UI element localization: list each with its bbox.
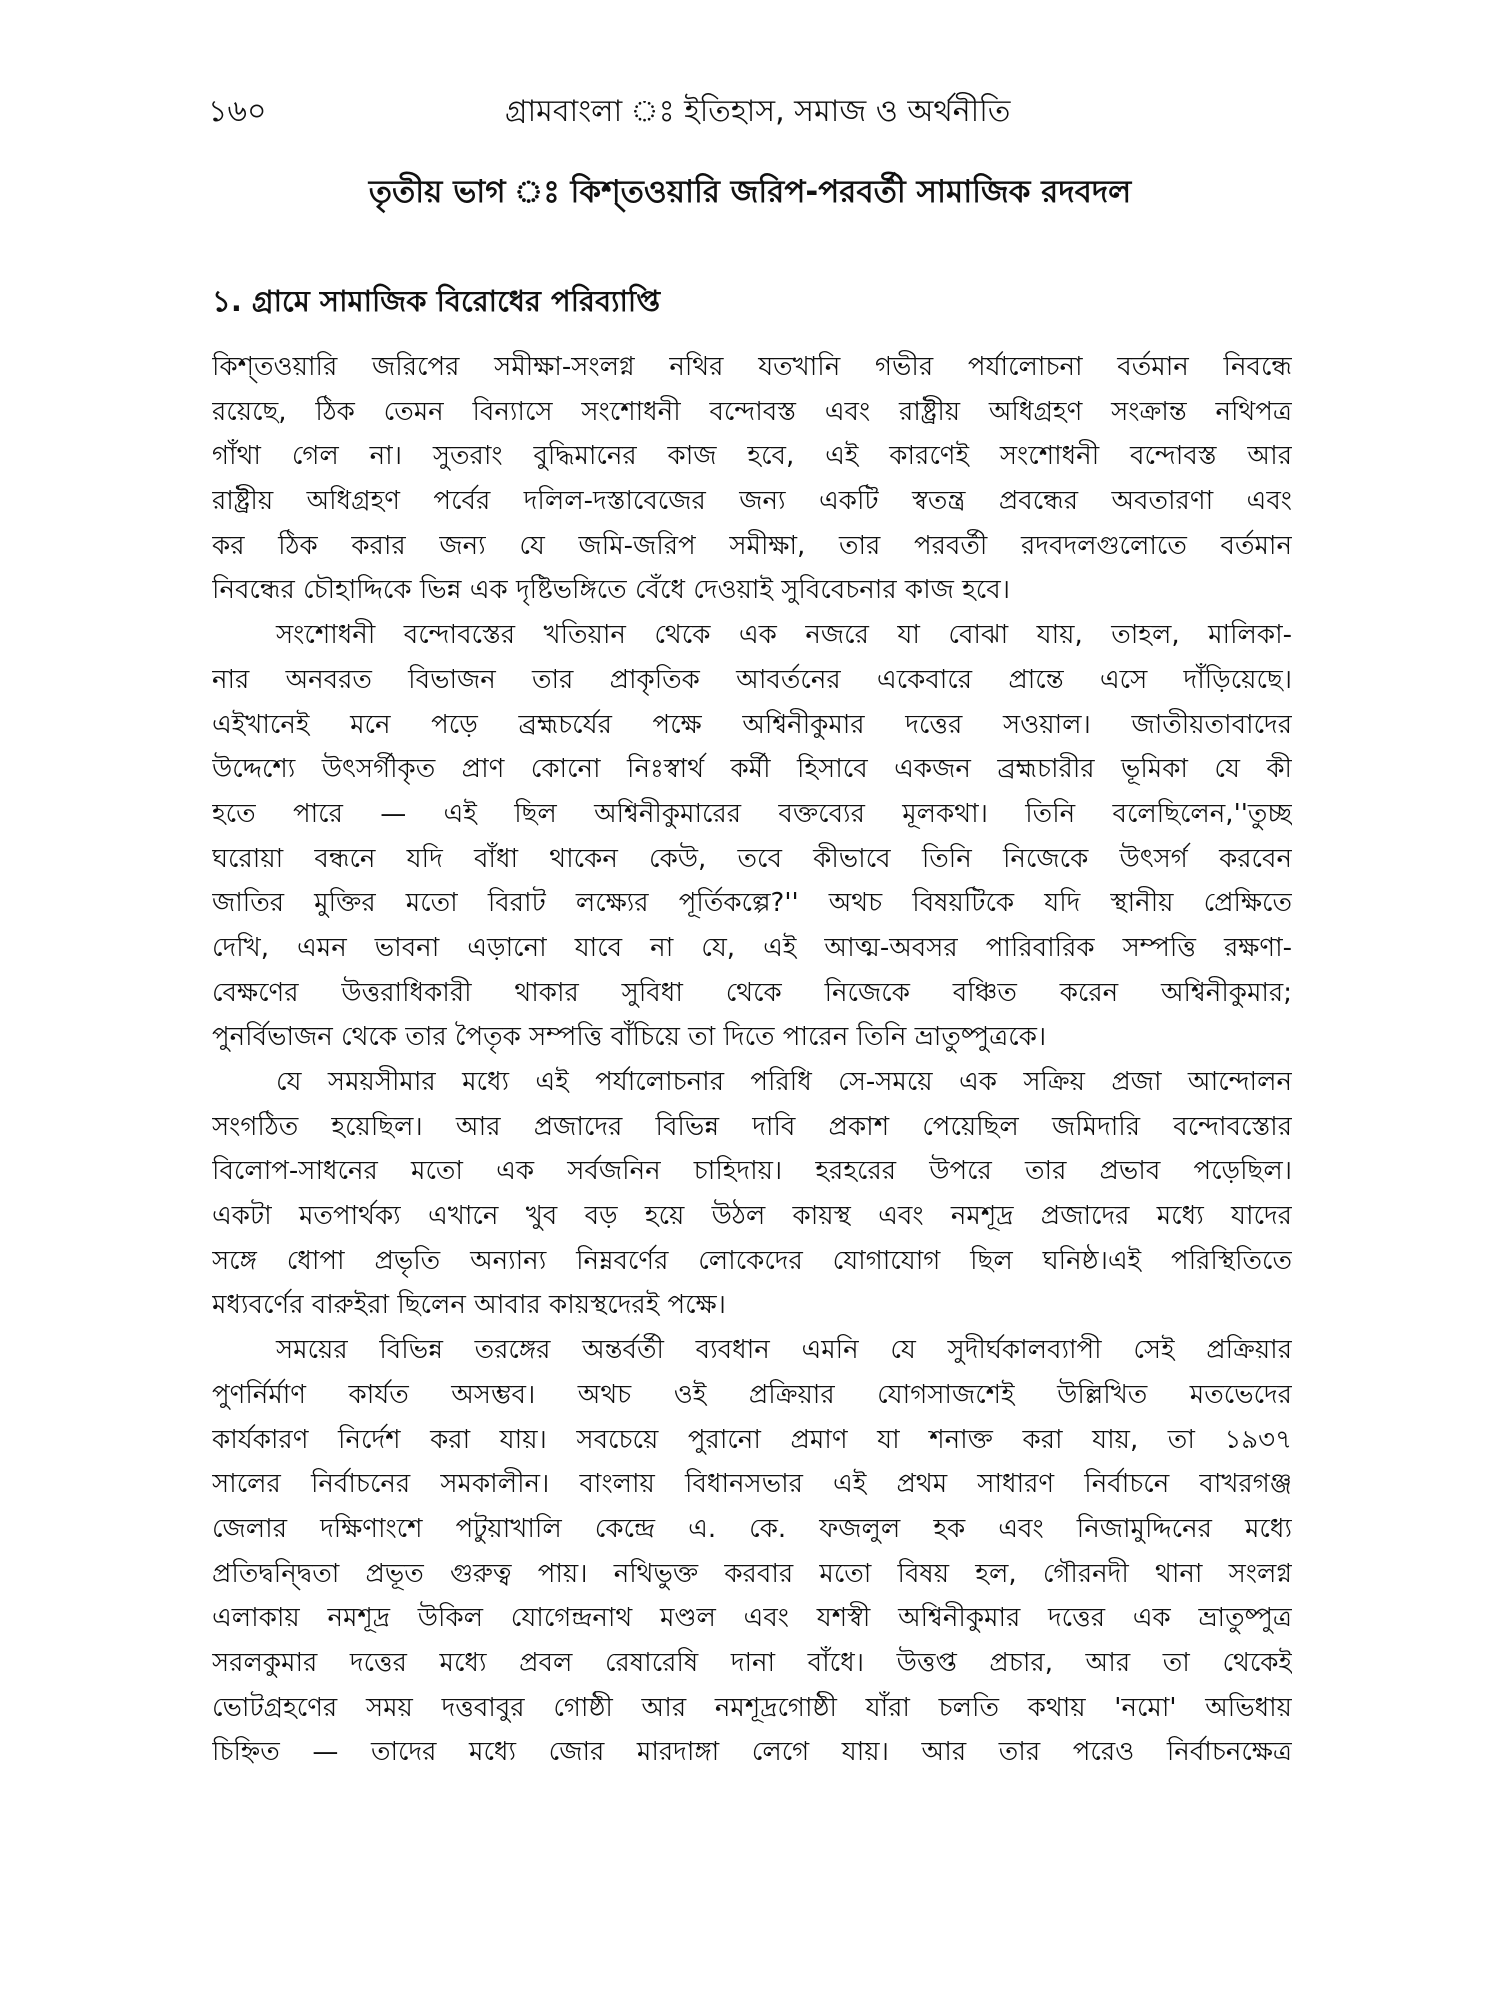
- body-line: হতে পারে — এই ছিল অশ্বিনীকুমারের বক্তব্যের মূলকথা। তিনি বলেছিলেন,''তুচ্ছ: [212, 798, 1292, 829]
- body-line: সংগঠিত হয়েছিল। আর প্রজাদের বিভিন্ন দাবি প্রকাশ পেয়েছিল জমিদারি বন্দোবস্তোর: [212, 1111, 1292, 1142]
- body-line: এলাকায় নমশূদ্র উকিল যোগেন্দ্রনাথ মণ্ডল এবং যশস্বী অশ্বিনীকুমার দত্তের এক ভ্রাতুষ্পুত্র: [212, 1603, 1292, 1634]
- body-line: পুনর্বিভাজন থেকে তার পৈতৃক সম্পত্তি বাঁচিয়ে তা দিতে পারেন তিনি ভ্রাতুষ্পুত্রকে।: [212, 1022, 1047, 1053]
- body-line: পুণর্নির্মাণ কার্যত অসম্ভব। অথচ ওই প্রক্রিয়ার যোগসাজশেই উল্লিখিত মতভেদের: [212, 1379, 1292, 1410]
- body-line: জেলার দক্ষিণাংশে পটুয়াখালি কেন্দ্রে এ. কে. ফজলুল হক এবং নিজামুদ্দিনের মধ্যে: [212, 1513, 1292, 1544]
- body-line: রাষ্ট্রীয় অধিগ্রহণ পর্বের দলিল-দস্তাবেজের জন্য একটি স্বতন্ত্র প্রবন্ধের অবতারণা এবং: [212, 486, 1292, 517]
- body-line: এইখানেই মনে পড়ে ব্রহ্মচর্যের পক্ষে অশ্বিনীকুমার দত্তের সওয়াল। জাতীয়তাবাদের: [212, 709, 1292, 740]
- body-line: যে সময়সীমার মধ্যে এই পর্যালোচনার পরিধি সে-সময়ে এক সক্রিয় প্রজা আন্দোলন: [276, 1067, 1292, 1097]
- body-line: ঘরোয়া বন্ধনে যদি বাঁধা থাকেন কেউ, তবে কীভাবে তিনি নিজেকে উৎসর্গ করবেন: [212, 843, 1292, 874]
- body-text: [212, 345, 1292, 1775]
- body-line: প্রতিদ্বন্দ্বিতা প্রভূত গুরুত্ব পায়। নথিভুক্ত করবার মতো বিষয় হল, গৌরনদী থানা সংলগ্ন: [212, 1558, 1292, 1589]
- page-number: ১৬০: [208, 94, 267, 129]
- body-line: বেক্ষণের উত্তরাধিকারী থাকার সুবিধা থেকে নিজেকে বঞ্চিত করেন অশ্বিনীকুমার;: [212, 977, 1292, 1008]
- body-line: রয়েছে, ঠিক তেমন বিন্যাসে সংশোধনী বন্দোবস্ত এবং রাষ্ট্রীয় অধিগ্রহণ সংক্রান্ত নথিপত্র: [212, 396, 1292, 427]
- body-line: সংশোধনী বন্দোবস্তের খতিয়ান থেকে এক নজরে যা বোঝা যায়, তাহল, মালিকা-: [276, 620, 1292, 651]
- body-line: নার অনবরত বিভাজন তার প্রাকৃতিক আবর্তনের একেবারে প্রান্তে এসে দাঁড়িয়েছে।: [212, 664, 1292, 695]
- part-title: তৃতীয় ভাগ ঃ কিশ্‌তওয়ারি জরিপ-পরবর্তী সামাজিক রদবদল: [368, 174, 1132, 210]
- body-line: সালের নির্বাচনের সমকালীন। বাংলায় বিধানসভার এই প্রথম সাধারণ নির্বাচনে বাখরগঞ্জ: [212, 1469, 1292, 1500]
- body-line: সময়ের বিভিন্ন তরঙ্গের অন্তর্বর্তী ব্যবধান এমনি যে সুদীর্ঘকালব্যাপী সেই প্রক্রিয়ার: [276, 1335, 1292, 1366]
- body-line: জাতির মুক্তির মতো বিরাট লক্ষ্যের পূর্তিকল্পে?'' অথচ বিষয়টিকে যদি স্থানীয় প্রেক্ষিতে: [212, 888, 1292, 919]
- body-line: কিশ্‌তওয়ারি জরিপের সমীক্ষা-সংলগ্ন নথির যতখানি গভীর পর্যালোচনা বর্তমান নিবন্ধে: [212, 352, 1292, 382]
- running-header: গ্রামবাংলা ঃ ইতিহাস, সমাজ ও অর্থনীতি: [505, 94, 1011, 129]
- body-line: কর ঠিক করার জন্য যে জমি-জরিপ সমীক্ষা, তার পরবর্তী রদবদলগুলোতে বর্তমান: [212, 530, 1292, 561]
- body-line: দেখি, এমন ভাবনা এড়ানো যাবে না যে, এই আত্ম-অবসর পারিবারিক সম্পত্তি রক্ষণা-: [212, 932, 1292, 963]
- section-heading: ১. গ্রামে সামাজিক বিরোধের পরিব্যাপ্তি: [212, 284, 661, 318]
- body-line: বিলোপ-সাধনের মতো এক সর্বজনিন চাহিদায়। হরহরের উপরে তার প্রভাব পড়েছিল।: [212, 1156, 1292, 1187]
- body-line: সঙ্গে ধোপা প্রভৃতি অন্যান্য নিম্নবর্ণের লোকেদের যোগাযোগ ছিল ঘনিষ্ঠ।এই পরিস্থিতিতে: [212, 1245, 1292, 1276]
- body-line: কার্যকারণ নির্দেশ করা যায়। সবচেয়ে পুরানো প্রমাণ যা শনাক্ত করা যায়, তা ১৯৩৭: [212, 1424, 1292, 1455]
- body-line: মধ্যবর্ণের বারুইরা ছিলেন আবার কায়স্থদেরই পক্ষে।: [212, 1290, 726, 1321]
- body-line: ভোটগ্রহণের সময় দত্তবাবুর গোষ্ঠী আর নমশূদ্রগোষ্ঠী যাঁরা চলতি কথায় 'নমো' অভিধায়: [212, 1692, 1292, 1723]
- body-line: উদ্দেশ্যে উৎসর্গীকৃত প্রাণ কোনো নিঃস্বার্থ কর্মী হিসাবে একজন ব্রহ্মচারীর ভূমিকা যে কী: [212, 754, 1292, 785]
- body-line: নিবন্ধের চৌহাদ্দিকে ভিন্ন এক দৃষ্টিভঙ্গিতে বেঁধে দেওয়াই সুবিবেচনার কাজ হবে।: [212, 575, 1011, 606]
- body-line: সরলকুমার দত্তের মধ্যে প্রবল রেষারেষি দানা বাঁধে। উত্তপ্ত প্রচার, আর তা থেকেই: [212, 1647, 1292, 1678]
- body-line: চিহ্নিত — তাদের মধ্যে জোর মারদাঙ্গা লেগে যায়। আর তার পরেও নির্বাচনক্ষেত্র: [212, 1737, 1292, 1768]
- body-line: গাঁথা গেল না। সুতরাং বুদ্ধিমানের কাজ হবে, এই কারণেই সংশোধনী বন্দোবস্ত আর: [212, 441, 1292, 472]
- body-line: একটা মতপার্থক্য এখানে খুব বড় হয়ে উঠল কায়স্থ এবং নমশূদ্র প্রজাদের মধ্যে যাদের: [212, 1201, 1292, 1232]
